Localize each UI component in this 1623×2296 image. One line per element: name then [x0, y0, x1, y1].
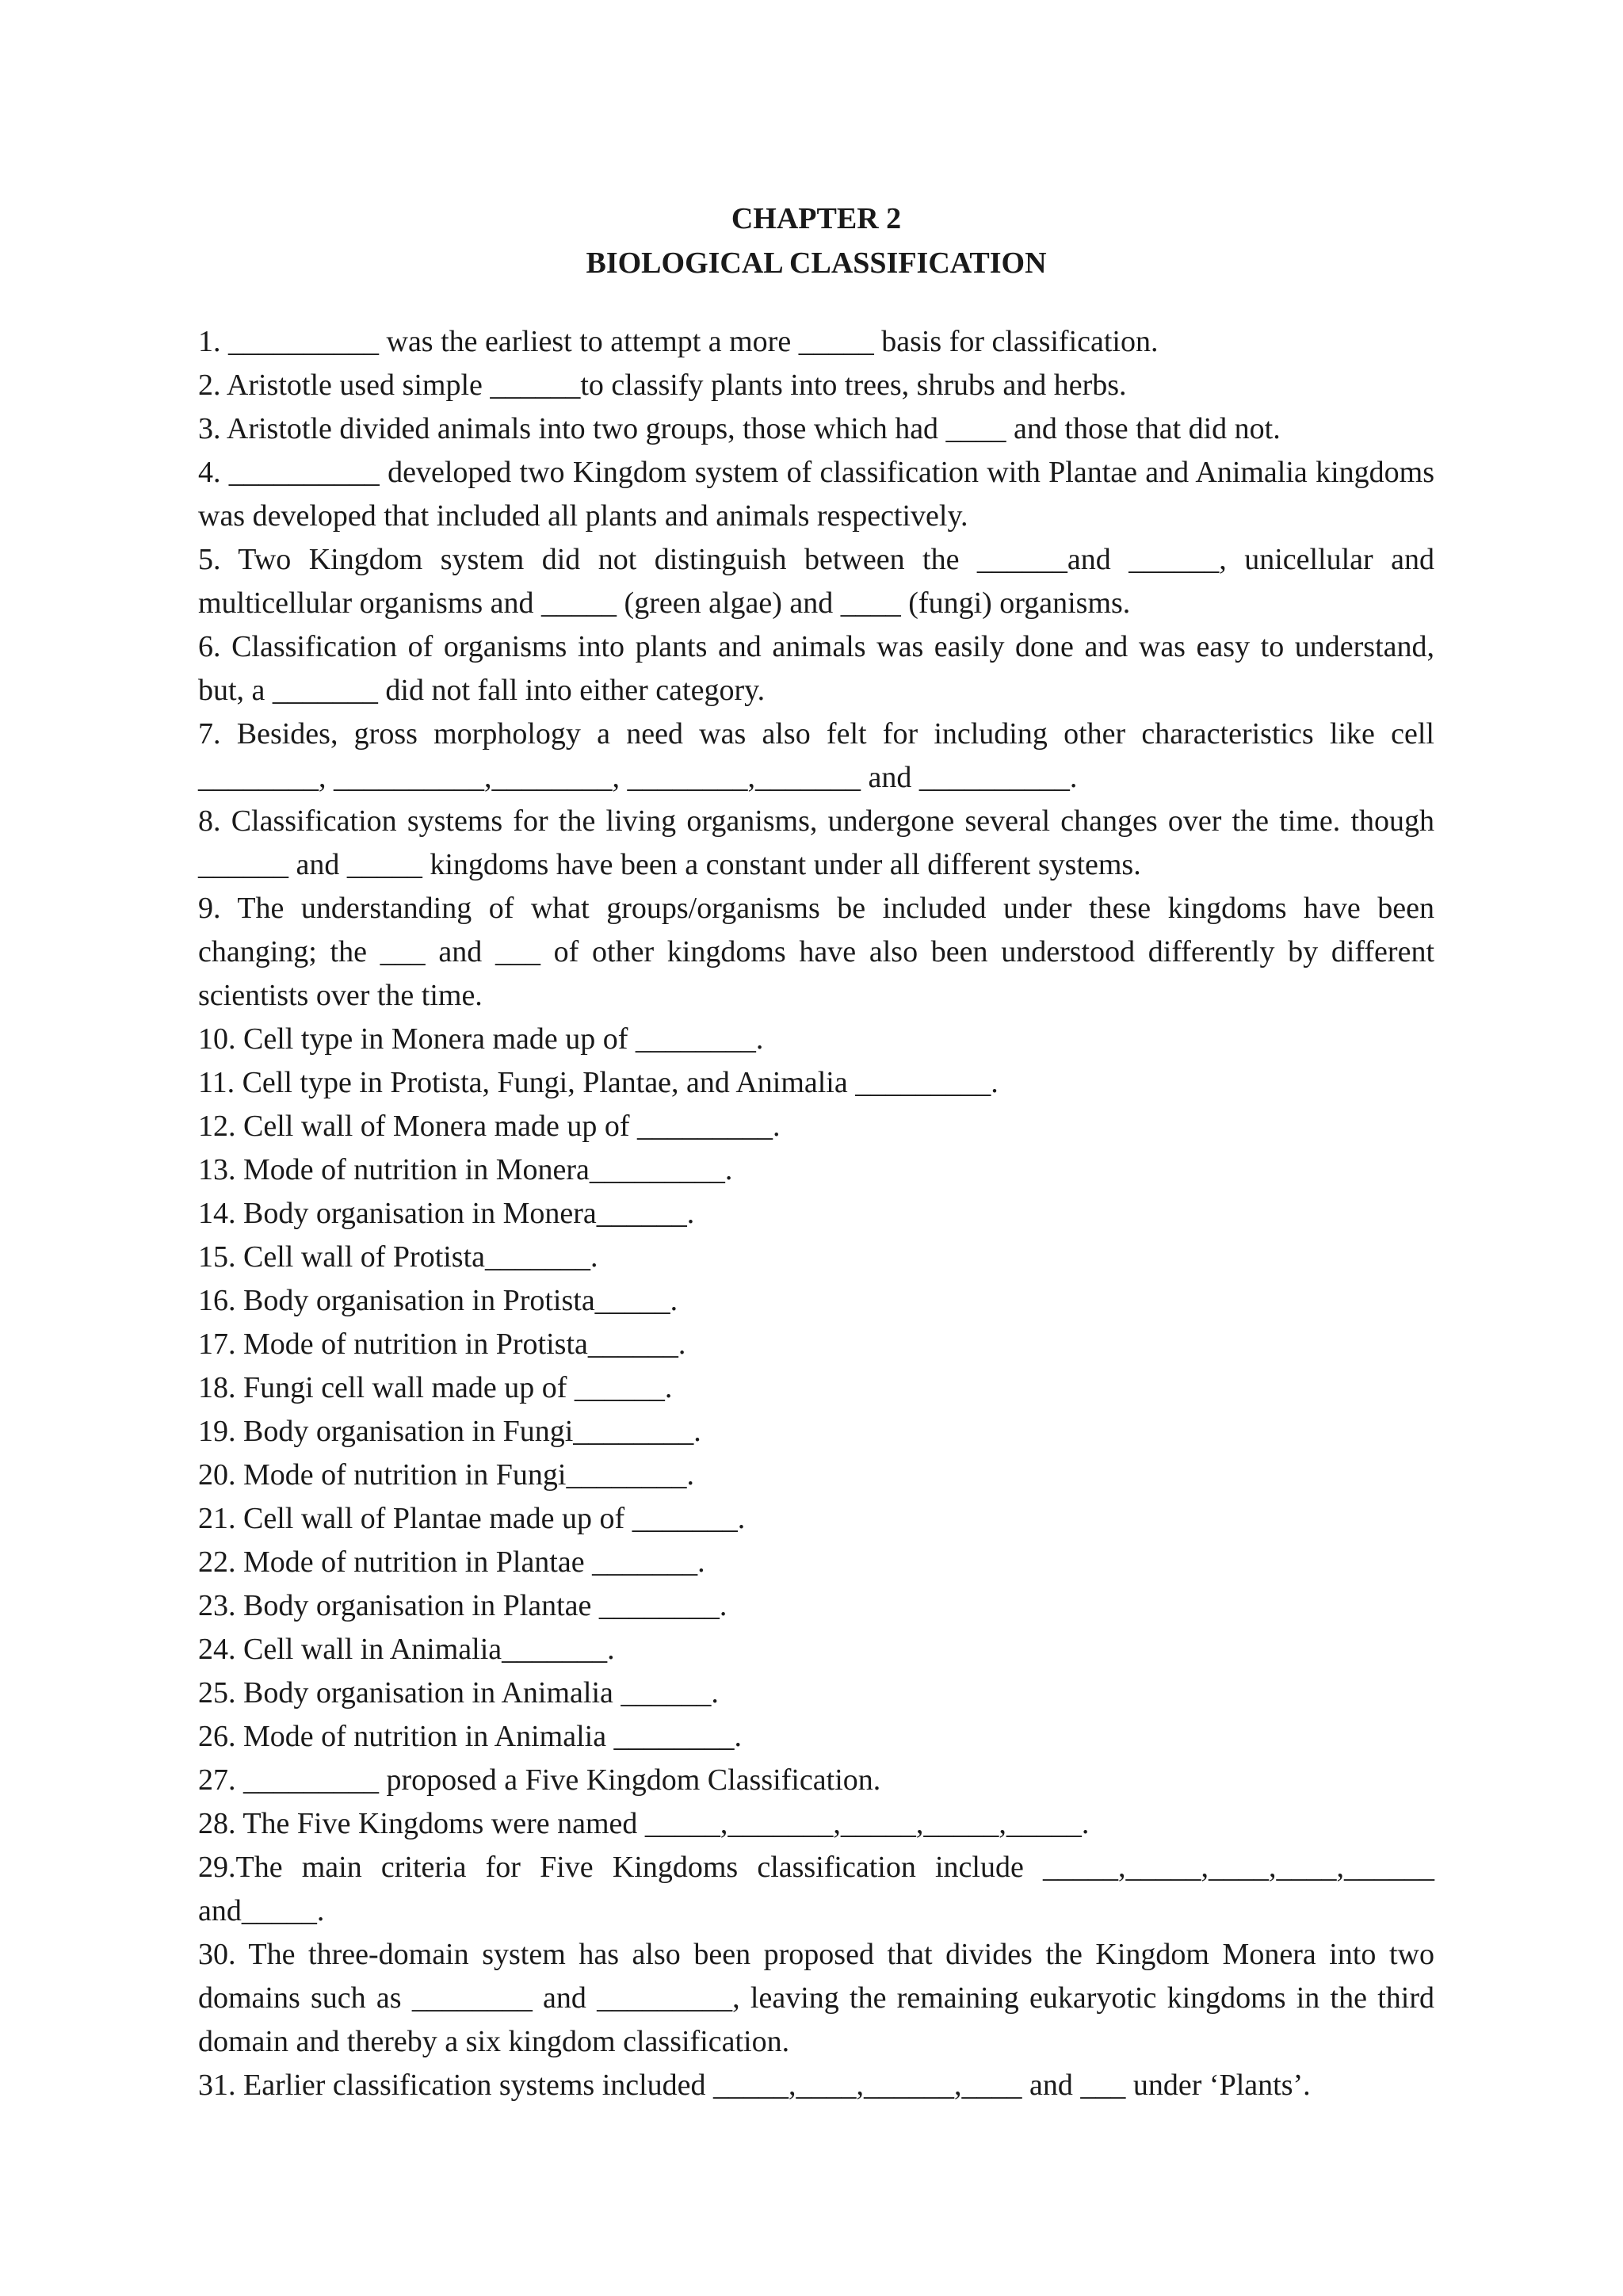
question-31: 31. Earlier classification systems included _____,____,______,____ and ___ under ‘Plants’.: [198, 2069, 1311, 2102]
worksheet-page: [198, 197, 1434, 2107]
question-6: 6. Classification of organisms into plants and animals was easily done and was easy to understand, but, a _______ did not fall into either category.: [198, 630, 1434, 707]
question-29: 29.The main criteria for Five Kingdoms classification include _____,_____,____,____,______ and_____.: [198, 1851, 1434, 1927]
question-4: 4. __________ developed two Kingdom system of classification with Plantae and Animalia kingdoms was developed that included all plants and animals respectively.: [198, 456, 1434, 533]
chapter-heading: CHAPTER 2: [731, 202, 902, 235]
question-3: 3. Aristotle divided animals into two groups, those which had ____ and those that did not.: [198, 412, 1281, 445]
question-30: 30. The three-domain system has also been proposed that divides the Kingdom Monera into two domains such as ________ and _________, leaving the remaining eukaryotic kingdoms in the third domain and thereby a six kingdom classification.: [198, 1938, 1434, 2058]
question-18: 18. Fungi cell wall made up of ______.: [198, 1371, 673, 1404]
question-list: [198, 320, 1434, 2107]
question-22: 22. Mode of nutrition in Plantae _______.: [198, 1545, 705, 1579]
chapter-title: BIOLOGICAL CLASSIFICATION: [586, 246, 1047, 280]
question-11: 11. Cell type in Protista, Fungi, Plantae, and Animalia _________.: [198, 1066, 999, 1099]
question-27: 27. _________ proposed a Five Kingdom Classification.: [198, 1763, 881, 1797]
title-block: [198, 197, 1434, 285]
question-7: 7. Besides, gross morphology a need was also felt for including other characteristics like cell ________, __________,________, ________,_______ and __________.: [198, 717, 1434, 794]
question-13: 13. Mode of nutrition in Monera_________.: [198, 1153, 733, 1186]
question-1: 1. __________ was the earliest to attempt a more _____ basis for classification.: [198, 325, 1159, 358]
question-10: 10. Cell type in Monera made up of ________.: [198, 1022, 764, 1056]
question-2: 2. Aristotle used simple ______to classify plants into trees, shrubs and herbs.: [198, 369, 1127, 402]
question-26: 26. Mode of nutrition in Animalia ________.: [198, 1720, 743, 1753]
question-8: 8. Classification systems for the living organisms, undergone several changes over the time. though ______ and _____ kingdoms have been a constant under all different systems.: [198, 804, 1434, 881]
question-21: 21. Cell wall of Plantae made up of _______.: [198, 1502, 746, 1535]
question-28: 28. The Five Kingdoms were named _____,_______,_____,_____,_____.: [198, 1807, 1090, 1840]
question-16: 16. Body organisation in Protista_____.: [198, 1284, 678, 1317]
question-14: 14. Body organisation in Monera______.: [198, 1197, 695, 1230]
question-9: 9. The understanding of what groups/organisms be included under these kingdoms have been changing; the ___ and ___ of other kingdoms have also been understood differently by different scientists over the time.: [198, 892, 1434, 1012]
question-23: 23. Body organisation in Plantae ________.: [198, 1589, 727, 1622]
question-12: 12. Cell wall of Monera made up of _________.: [198, 1110, 781, 1143]
question-24: 24. Cell wall in Animalia_______.: [198, 1633, 615, 1666]
question-17: 17. Mode of nutrition in Protista______.: [198, 1328, 686, 1361]
question-25: 25. Body organisation in Animalia ______.: [198, 1676, 719, 1710]
question-19: 19. Body organisation in Fungi________.: [198, 1415, 701, 1448]
question-20: 20. Mode of nutrition in Fungi________.: [198, 1458, 694, 1492]
question-15: 15. Cell wall of Protista_______.: [198, 1240, 598, 1274]
question-5: 5. Two Kingdom system did not distinguish between the ______and ______, unicellular and multicellular organisms and _____ (green algae) and ____ (fungi) organisms.: [198, 543, 1434, 620]
